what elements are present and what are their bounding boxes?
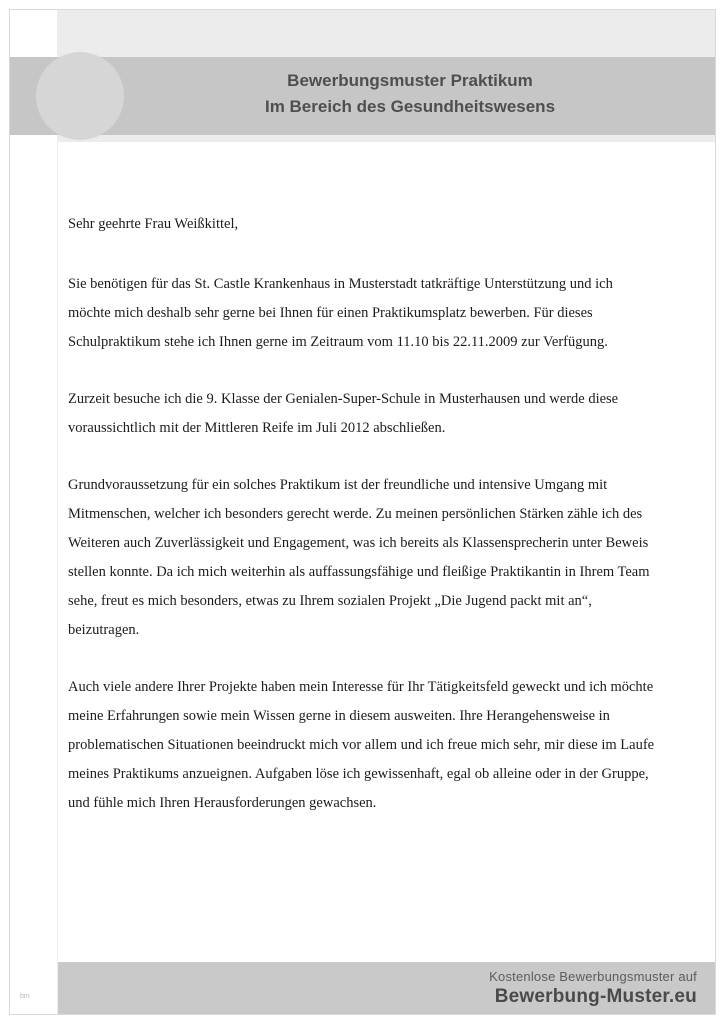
document-title-line1: Bewerbungsmuster Praktikum	[287, 71, 533, 90]
document-title-line2: Im Bereich des Gesundheitswesens	[264, 97, 556, 116]
letter-paragraph: Auch viele andere Ihrer Projekte haben mein Interesse für Ihr Tätigkeitsfeld geweckt und ich möchte meine Erfahrungen sowie mein Wissen gerne in diesem ausweiten. Ihre Herangehensweise in problematischen Situationen beeindruckt mich vor allem und ich freue mich sehr, mir diese im Laufe meines Praktikums anzueignen. Aufgaben löse ich gewissenhaft, egal ob alleine oder in der Gruppe, und fühle mich Ihren Herausforderungen gewachsen.	[68, 679, 655, 811]
letter-body	[68, 210, 658, 846]
letter-paragraph: Sie benötigen für das St. Castle Krankenhaus in Musterstadt tatkräftige Unterstützung und ich möchte mich deshalb sehr gerne bei Ihnen für einen Praktikumsplatz bewerben. Für dieses Schulpraktikum stehe ich Ihnen gerne im Zeitraum vom 11.10 bis 22.11.2009 zur Verfügung.	[68, 276, 613, 350]
letter-paragraph: Grundvoraussetzung für ein solches Praktikum ist der freundliche und intensive Umgang mit Mitmenschen, welcher ich besonders gerecht werde. Zu meinen persönlichen Stärken zähle ich des Weiteren auch Zuverlässigkeit und Engagement, was ich bereits als Klassensprecherin unter Beweis stellen konnte. Da ich mich weiterhin als auffassungsfähige und fleißige Praktikantin in Ihrem Team sehe, freut es mich besonders, etwas zu Ihrem sozialen Projekt „Die Jugend packt mit an“, beizutragen.	[68, 477, 650, 638]
letter-salutation: Sehr geehrte Frau Weißkittel,	[68, 216, 239, 232]
letter-paragraph: Zurzeit besuche ich die 9. Klasse der Genialen-Super-Schule in Musterhausen und werde diese voraussichtlich mit der Mittleren Reife im Juli 2012 abschließen.	[68, 391, 619, 436]
header-circle-decoration	[36, 52, 124, 140]
corner-watermark: bm	[20, 993, 30, 1000]
document-title	[140, 68, 680, 120]
footer-tagline: Kostenlose Bewerbungsmuster auf	[489, 969, 697, 984]
footer-brand: Bewerbung-Muster.eu	[494, 986, 697, 1007]
left-margin-strip	[10, 10, 58, 1014]
footer-banner	[58, 962, 715, 1014]
